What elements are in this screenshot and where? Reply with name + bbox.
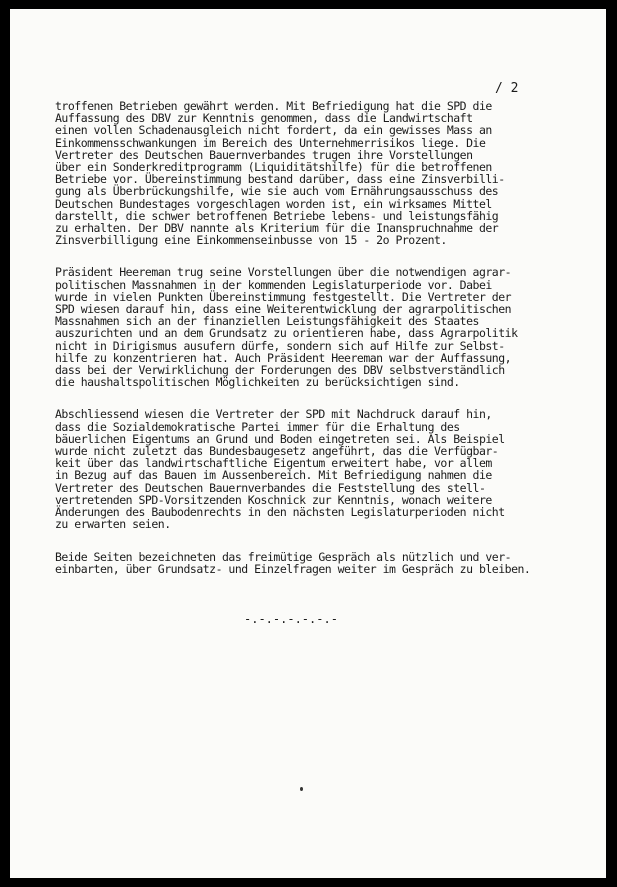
text-line: Betriebe vor. Übereinstimmung bestand darüber, dass eine Zinsverbilli- bbox=[55, 172, 505, 187]
paragraph-2 bbox=[55, 266, 590, 388]
text-line: die haushaltspolitischen Möglichkeiten zu berücksichtigen sind. bbox=[55, 375, 460, 390]
text-line: Beide Seiten bezeichneten das freimütige Gespräch als nützlich und ver- bbox=[55, 549, 512, 564]
text-line: Massnahmen sich an der finanziellen Leistungsfähigkeit des Staates bbox=[55, 314, 479, 329]
text-line: Präsident Heereman trug seine Vorstellungen über die notwendigen agrar- bbox=[55, 265, 512, 280]
text-line: einbarten, über Grundsatz- und Einzelfragen weiter im Gespräch zu bleiben. bbox=[55, 561, 531, 576]
text-line: über ein Sonderkreditprogramm (Liquiditätshilfe) für die betroffenen bbox=[55, 160, 492, 175]
text-line: wurde nicht zuletzt das Bundesbaugesetz angeführt, das die Verfügbar- bbox=[55, 444, 499, 459]
text-line: Vertreter des Deutschen Bauernverbandes die Feststellung des stell- bbox=[55, 480, 486, 495]
text-line: in Bezug auf das Bauen im Aussenbereich. Mit Befriedigung nahmen die bbox=[55, 468, 492, 483]
text-line: Auffassung des DBV zur Kenntnis genommen, dass die Landwirtschaft bbox=[55, 111, 473, 126]
text-line: politischen Massnahmen in der kommenden Legislaturperiode vor. Dabei bbox=[55, 277, 492, 292]
paragraph-3 bbox=[55, 408, 590, 530]
text-line: einen vollen Schadenausgleich nicht fordert, da ein gewisses Mass an bbox=[55, 123, 492, 138]
text-line: SPD wiesen darauf hin, dass eine Weiterentwicklung der agrarpolitischen bbox=[55, 302, 512, 317]
text-line: darstellt, die schwer betroffenen Betriebe lebens- und leistungsfähig bbox=[55, 208, 499, 223]
text-line: Änderungen des Baubodenrechts in den nächsten Legislaturperioden nicht bbox=[55, 505, 505, 520]
text-line: Deutschen Bundestages vorgeschlagen worden ist, ein wirksames Mittel bbox=[55, 196, 492, 211]
text-line: Einkommensschwankungen im Bereich des Unternehmerrisikos liege. Die bbox=[55, 135, 486, 150]
text-line: zu erwarten seien. bbox=[55, 517, 171, 532]
page-number: / 2 bbox=[495, 81, 519, 96]
text-line: Abschliessend wiesen die Vertreter der SPD mit Nachdruck darauf hin, bbox=[55, 407, 492, 422]
section-separator: -.-.-.-.-.-.- bbox=[244, 612, 338, 626]
text-line: troffenen Betrieben gewährt werden. Mit Befriedigung hat die SPD die bbox=[55, 99, 492, 113]
text-line: auszurichten und an dem Grundsatz zu orientieren habe, dass Agrarpolitik bbox=[55, 326, 518, 341]
text-line: vertretenden SPD-Vorsitzenden Koschnick zur Kenntnis, wonach weitere bbox=[55, 492, 492, 507]
text-line: dass die Sozialdemokratische Partei immer für die Erhaltung des bbox=[55, 419, 460, 434]
scan-speck bbox=[300, 787, 303, 791]
text-line: gung als Überbrückungshilfe, wie sie auch vom Ernährungsausschuss des bbox=[55, 184, 499, 199]
text-line: hilfe zu konzentrieren hat. Auch Präsident Heereman war der Auffassung, bbox=[55, 350, 512, 365]
document-body bbox=[55, 100, 590, 595]
paragraph-4 bbox=[55, 551, 590, 575]
text-line: keit über das landwirtschaftliche Eigentum erweitert habe, vor allem bbox=[55, 456, 492, 471]
text-line: zu erhalten. Der DBV nannte als Kriterium für die Inanspruchnahme der bbox=[55, 221, 499, 236]
paragraph-1 bbox=[55, 100, 590, 246]
text-line: dass bei der Verwirklichung der Forderungen des DBV selbstverständlich bbox=[55, 363, 505, 378]
text-line: bäuerlichen Eigentums an Grund und Boden eingetreten sei. Als Beispiel bbox=[55, 431, 505, 446]
text-line: Zinsverbilligung eine Einkommenseinbusse von 15 - 2o Prozent. bbox=[55, 233, 447, 248]
text-line: Vertreter des Deutschen Bauernverbandes trugen ihre Vorstellungen bbox=[55, 147, 473, 162]
text-line: nicht in Dirigismus ausufern dürfe, sondern sich auf Hilfe zur Selbst- bbox=[55, 338, 505, 353]
text-line: wurde in vielen Punkten Übereinstimmung festgestellt. Die Vertreter der bbox=[55, 289, 512, 304]
